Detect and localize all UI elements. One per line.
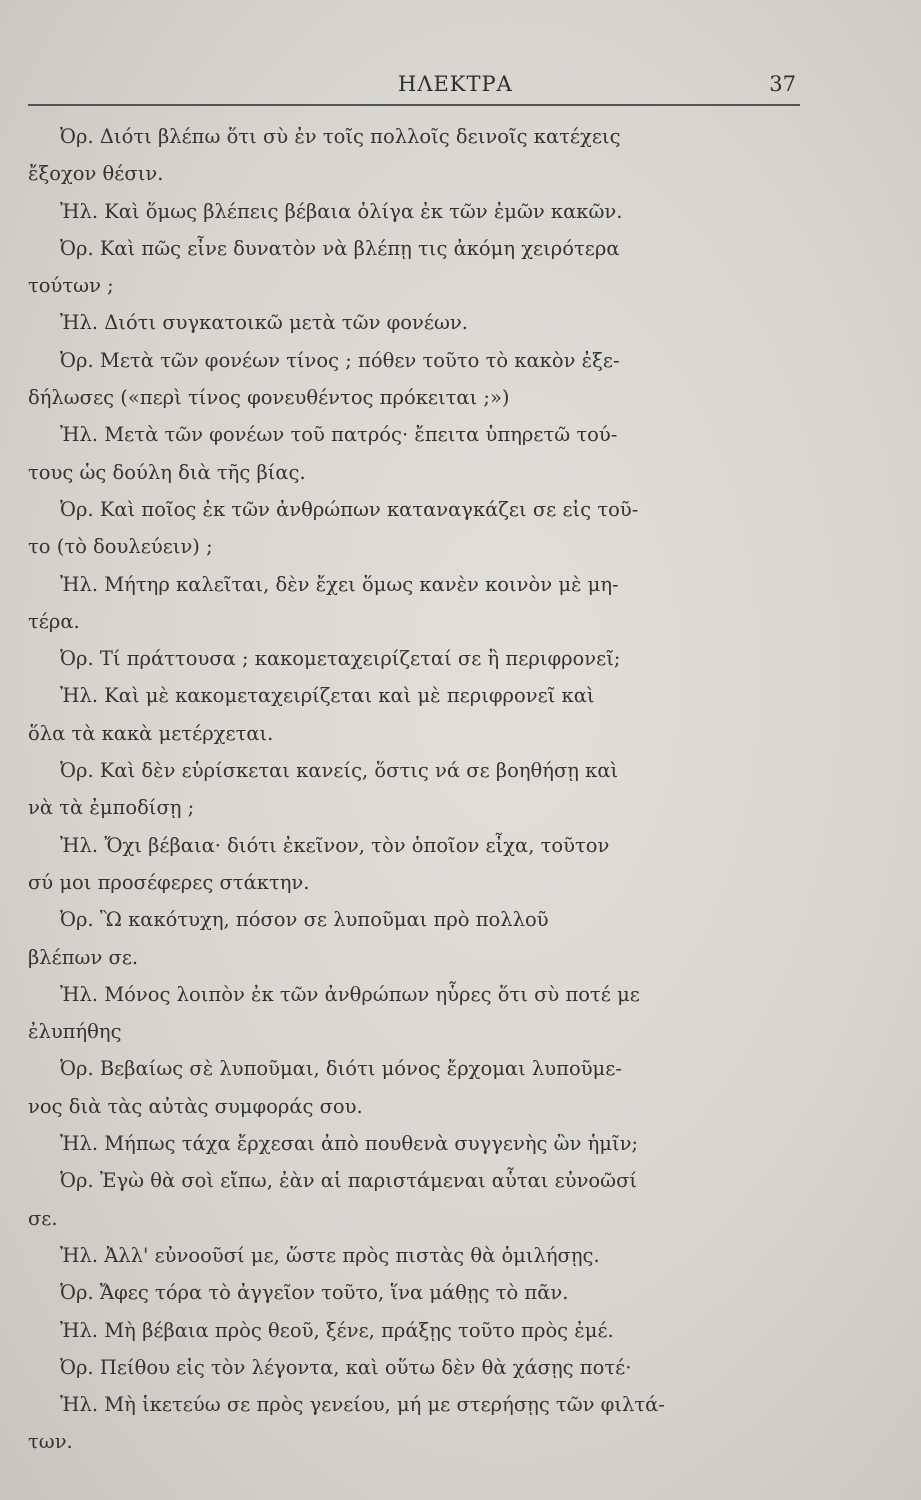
text-line: Ὀρ. Τί πράττουσα ; κακομεταχειρίζεταί σε ἢ περιφρονεῖ; [60, 647, 621, 671]
text-line: βλέπων σε. [28, 945, 139, 969]
text-line: ἐλυπήθης [28, 1020, 122, 1044]
text-line: σύ μοι προσέφερες στάκτην. [28, 870, 310, 894]
text-line: Ἠλ. Μὴ ἱκετεύω σε πρὸς γενείου, μή με στερήσῃς τῶν φιλτά- [60, 1393, 665, 1417]
text-line: Ἠλ. Καὶ μὲ κακομεταχειρίζεται καὶ μὲ περιφρονεῖ καὶ [60, 684, 595, 708]
text-line: τους ὡς δούλη διὰ τῆς βίας. [28, 460, 306, 484]
text-line: Ὀρ. Καὶ πῶς εἶνε δυνατὸν νὰ βλέπῃ τις ἀκόμη χειρότερα [60, 236, 620, 260]
text-line: νὰ τὰ ἐμποδίσῃ ; [28, 796, 195, 820]
text-line: τούτων ; [28, 274, 114, 298]
text-line: δήλωσες («περὶ τίνος φονευθέντος πρόκειται ;») [28, 386, 510, 410]
text-line: το (τὸ δουλεύειν) ; [28, 535, 213, 559]
running-header [28, 66, 798, 102]
text-line: Ἠλ. Διότι συγκατοικῶ μετὰ τῶν φονέων. [60, 311, 468, 335]
text-line: Ὀρ. Ἐγὼ θὰ σοὶ εἴπω, ἐὰν αἱ παριστάμεναι αὗται εὐνοῶσί [60, 1169, 638, 1193]
text-line: νος διὰ τὰς αὐτὰς συμφοράς σου. [28, 1094, 363, 1118]
text-line: Ἠλ. Ὄχι βέβαια· διότι ἐκεῖνον, τὸν ὁποῖον εἶχα, τοῦτον [60, 833, 610, 857]
text-line: Ὀρ. Μετὰ τῶν φονέων τίνος ; πόθεν τοῦτο τὸ κακὸν ἐξε- [60, 348, 620, 372]
text-line: Ὀρ. Διότι βλέπω ὅτι σὺ ἐν τοῖς πολλοῖς δεινοῖς κατέχεις [60, 125, 621, 148]
text-line: Ὀρ. Ὢ κακότυχη, πόσον σε λυποῦμαι πρὸ πολλοῦ [60, 908, 549, 932]
text-line: Ἠλ. Μήπως τάχα ἔρχεσαι ἀπὸ πουθενὰ συγγενὴς ὢν ἡμῖν; [60, 1132, 639, 1156]
text-line: Ὀρ. Βεβαίως σὲ λυποῦμαι, διότι μόνος ἔρχομαι λυποῦμε- [60, 1057, 622, 1081]
text-line: Ἠλ. Μόνος λοιπὸν ἐκ τῶν ἀνθρώπων ηὗρες ὅτι σὺ ποτέ με [60, 982, 640, 1006]
text-line: Ὀρ. Καὶ δὲν εὑρίσκεται κανείς, ὅστις νά σε βοηθήσῃ καὶ [60, 759, 619, 783]
running-title: ΗΛΕΚΤΡΑ [398, 72, 513, 96]
text-line: τέρα. [28, 609, 80, 633]
text-line: Ὀρ. Πείθου εἰς τὸν λέγοντα, καὶ οὕτω δὲν θὰ χάσῃς ποτέ· [60, 1355, 632, 1379]
text-line: Ὀρ. Καὶ ποῖος ἐκ τῶν ἀνθρώπων καταναγκάζει σε εἰς τοῦ- [60, 497, 639, 521]
dialogue-text [28, 118, 800, 1461]
text-line: Ἠλ. Μετὰ τῶν φονέων τοῦ πατρός· ἔπειτα ὑπηρετῶ τού- [60, 423, 618, 447]
text-line: των. [28, 1430, 73, 1454]
header-rule [28, 104, 800, 106]
text-line: ἔξοχον θέσιν. [28, 162, 164, 186]
text-line: Ἠλ. Μήτηρ καλεῖται, δὲν ἔχει ὅμως κανὲν κοινὸν μὲ μη- [60, 572, 619, 596]
text-line: Ἠλ. Καὶ ὅμως βλέπεις βέβαια ὀλίγα ἐκ τῶν ἐμῶν κακῶν. [60, 199, 623, 223]
text-line: Ὀρ. Ἄφες τόρα τὸ ἀγγεῖον τοῦτο, ἵνα μάθῃς τὸ πᾶν. [60, 1281, 569, 1305]
text-line: ὅλα τὰ κακὰ μετέρχεται. [28, 721, 274, 745]
text-line: σε. [28, 1206, 58, 1230]
text-line: Ἠλ. Μὴ βέβαια πρὸς θεοῦ, ξένε, πράξῃς τοῦτο πρὸς ἐμέ. [60, 1318, 614, 1342]
page-number: 37 [769, 72, 796, 96]
text-line: Ἠλ. Ἀλλ' εὐνοοῦσί με, ὥστε πρὸς πιστὰς θὰ ὁμιλήσῃς. [60, 1243, 600, 1267]
